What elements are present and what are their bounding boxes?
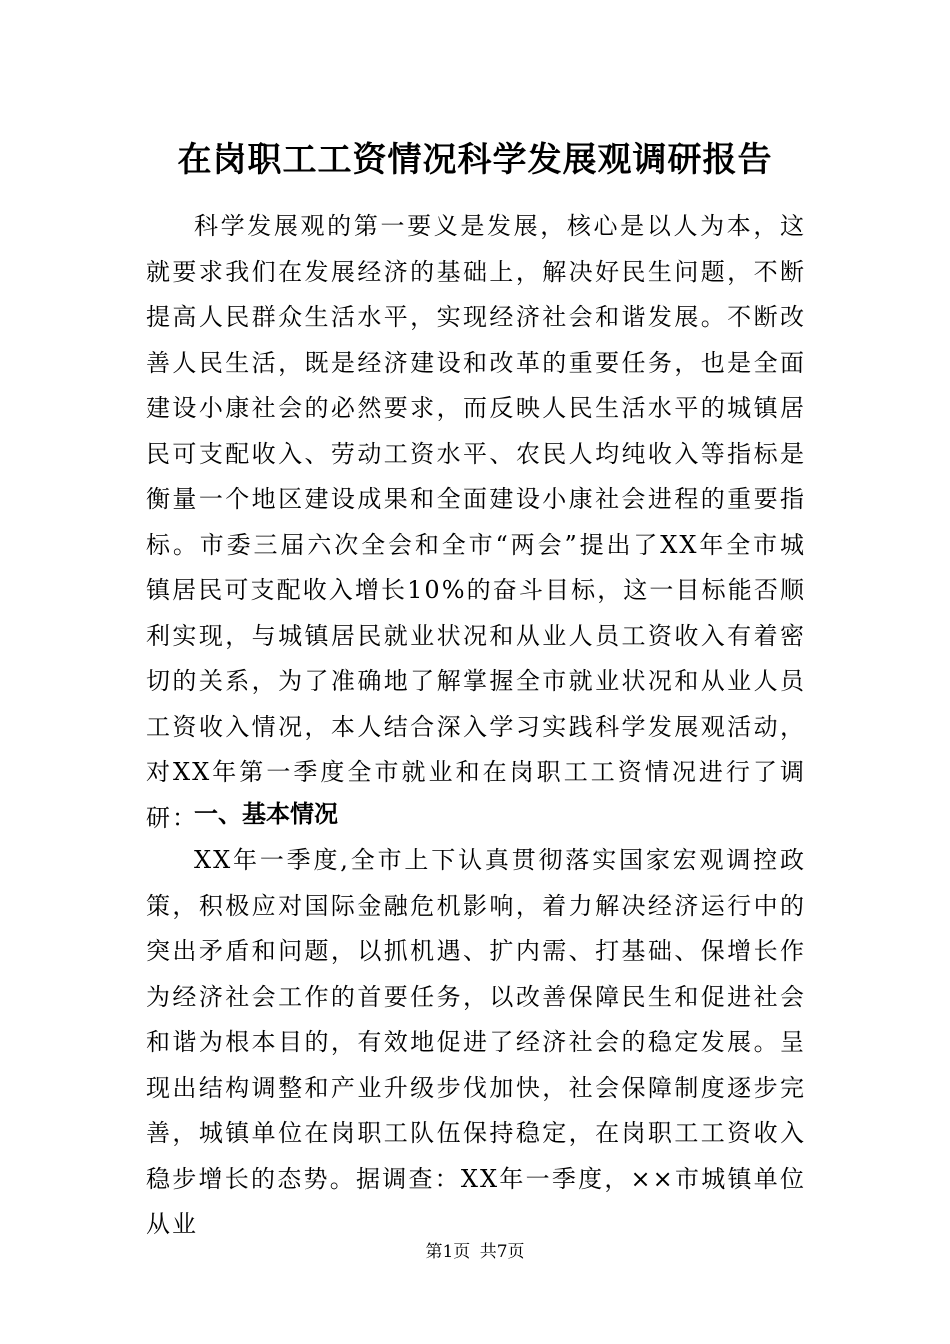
paragraph-text: XX年一季度,全市上下认真贯彻落实国家宏观调控政策，积极应对国际金融危机影响，着力解决经济运行中的突出矛盾和问题，以抓机遇、扩内需、打基础、保增长作为经济社会工作的首要任务，以改善保障民生和促进社会和谐为根本目的，有效地促进了经济社会的稳定发展。呈现出结构调整和产业升级步伐加快，社会保障制度逐步完善，城镇单位在岗职工队伍保持稳定，在岗职工工资收入稳步增长的态势。据调查：XX年一季度，××市城镇单位从业 xyxy=(146,846,806,1238)
document-title: 在岗职工工资情况科学发展观调研报告 xyxy=(177,140,773,180)
page-footer xyxy=(0,1240,950,1264)
paragraph-intro xyxy=(146,204,806,841)
page-number: 第1页 xyxy=(425,1242,471,1262)
page-total: 共7页 xyxy=(479,1242,525,1262)
section-heading-basic-situation: 一、基本情况 xyxy=(194,800,338,828)
paragraph-basic-situation xyxy=(146,838,806,1248)
paragraph-text: 科学发展观的第一要义是发展，核心是以人为本，这就要求我们在发展经济的基础上，解决好民生问题，不断提高人民群众生活水平，实现经济社会和谐发展。不断改善人民生活，既是经济建设和改革的重要任务，也是全面建设小康社会的必然要求，而反映人民生活水平的城镇居民可支配收入、劳动工资水平、农民人均纯收入等指标是衡量一个地区建设成果和全面建设小康社会进程的重要指标。市委三届六次全会和全市“两会”提出了XX年全市城镇居民可支配收入增长10%的奋斗目标，这一目标能否顺利实现，与城镇居民就业状况和从业人员工资收入有着密切的关系，为了准确地了解掌握全市就业状况和从业人员工资收入情况，本人结合深入学习实践科学发展观活动，对XX年第一季度全市就业和在岗职工工资情况进行了调研： xyxy=(146,212,806,832)
